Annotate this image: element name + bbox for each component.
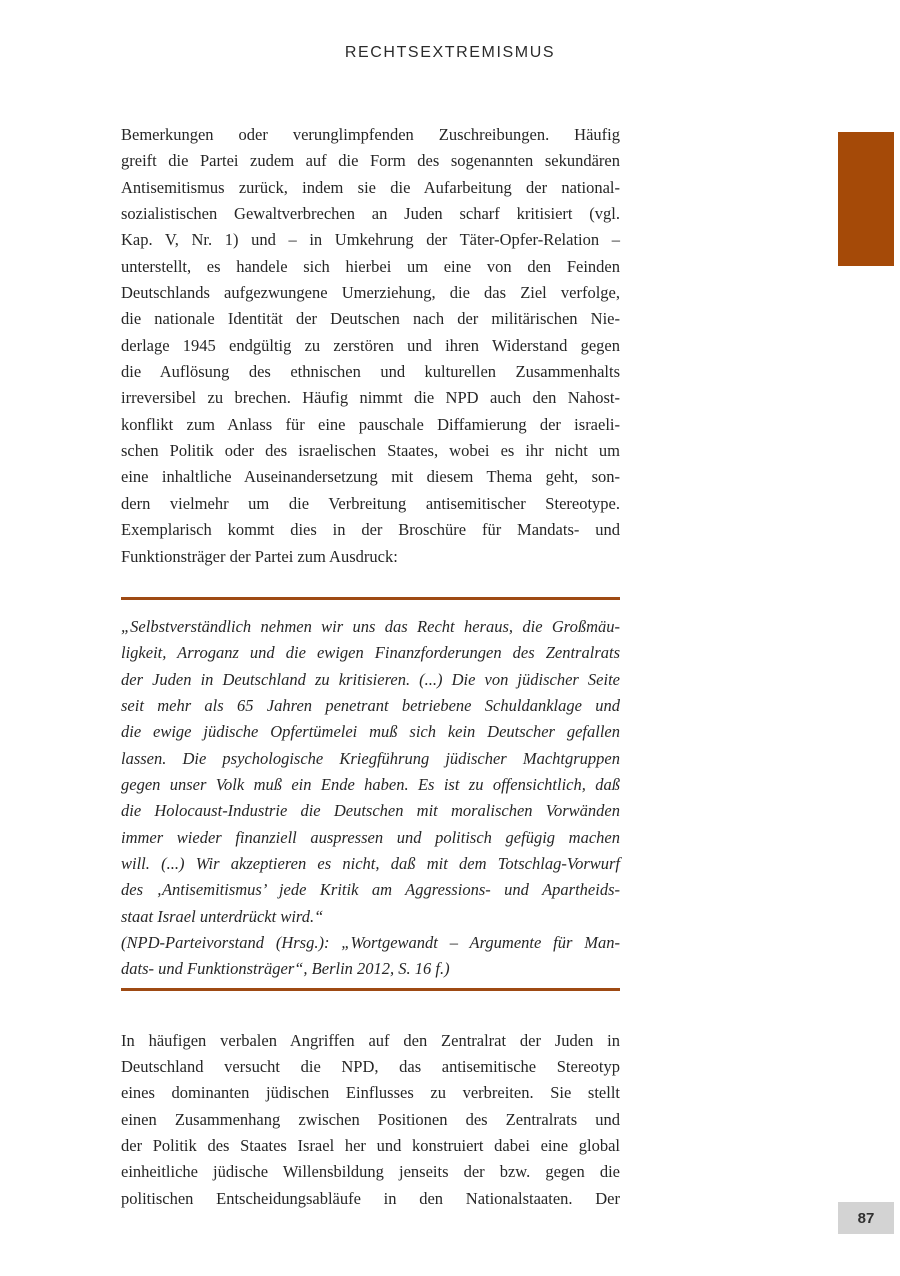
text-line: Kap. V, Nr. 1) und – in Umkehrung der Täter-Opfer-Relation –	[121, 230, 620, 250]
text-line: der Politik des Staates Israel her und konstruiert dabei eine global	[121, 1136, 620, 1156]
text-line: staat Israel unterdrückt wird.“	[121, 906, 324, 926]
quote-divider-top	[121, 597, 620, 600]
text-line: greift die Partei zudem auf die Form des sogenannten sekundären	[121, 151, 620, 171]
quote-lines	[121, 614, 620, 904]
citation-line: dats- und Funktionsträger“, Berlin 2012, S. 16 f.)	[121, 959, 450, 979]
page-number: 87	[857, 1209, 875, 1227]
text-line: einen Zusammenhang zwischen Positionen des Zentralrats und	[121, 1109, 620, 1129]
chapter-accent-tab	[838, 132, 894, 266]
text-line: will. (...) Wir akzeptieren es nicht, daß mit dem Totschlag-Vorwurf	[121, 853, 620, 873]
text-line: die nationale Identität der Deutschen nach der militärischen Nie-	[121, 309, 620, 329]
page-number-box	[838, 1202, 894, 1234]
text-line: Antisemitismus zurück, indem sie die Aufarbeitung der national-	[121, 177, 620, 197]
text-line: eine inhaltliche Auseinandersetzung mit diesem Thema geht, son-	[121, 467, 620, 487]
text-line: Exemplarisch kommt dies in der Broschüre für Mandats- und	[121, 520, 620, 540]
text-line: der Juden in Deutschland zu kritisieren. (...) Die von jüdischer Seite	[121, 669, 620, 689]
text-line: immer wieder finanziell auspressen und politisch gefügig machen	[121, 827, 620, 847]
text-line: Funktionsträger der Partei zum Ausdruck:	[121, 546, 398, 566]
text-line: ligkeit, Arroganz und die ewigen Finanzforderungen des Zentralrats	[121, 643, 620, 663]
text-line: In häufigen verbalen Angriffen auf den Zentralrat der Juden in	[121, 1030, 620, 1050]
text-line: politischen Entscheidungsabläufe in den Nationalstaaten. Der	[121, 1188, 620, 1208]
text-line: schen Politik oder des israelischen Staates, wobei es ihr nicht um	[121, 441, 620, 461]
text-line: lassen. Die psychologische Kriegführung jüdischer Machtgruppen	[121, 748, 620, 768]
text-line: seit mehr als 65 Jahren penetrant betriebene Schuldanklage und	[121, 695, 620, 715]
paragraph-secondary	[121, 1028, 620, 1212]
text-line: einheitliche jüdische Willensbildung jenseits der bzw. gegen die	[121, 1162, 620, 1182]
text-line: gegen unser Volk muß ein Ende haben. Es ist zu offensichtlich, daß	[121, 774, 620, 794]
paragraph-main-lines	[121, 122, 620, 544]
page-header-title: RECHTSEXTREMISMUS	[344, 44, 556, 61]
text-line: Deutschlands aufgezwungene Umerziehung, die das Ziel verfolge,	[121, 283, 620, 303]
text-line: Deutschland versucht die NPD, das antisemitische Stereotyp	[121, 1057, 620, 1076]
text-line: konflikt zum Anlass für eine pauschale Diffamierung der israeli-	[121, 414, 620, 434]
text-line: des ‚Antisemitismus’ jede Kritik am Aggressions- und Apartheids-	[121, 880, 620, 900]
paragraph-main	[121, 122, 620, 570]
text-line: unterstellt, es handele sich hierbei um eine von den Feinden	[121, 256, 620, 276]
text-line: derlage 1945 endgültig zu zerstören und ihren Widerstand gegen	[121, 335, 620, 355]
text-line: die Auflösung des ethnischen und kulturellen Zusammenhalts	[121, 362, 620, 382]
text-line: Bemerkungen oder verunglimpfenden Zuschreibungen. Häufig	[121, 125, 620, 144]
text-line: irreversibel zu brechen. Häufig nimmt die NPD auch den Nahost-	[121, 388, 620, 408]
text-line: die Holocaust-Industrie die Deutschen mit moralischen Vorwänden	[121, 801, 620, 821]
text-line: „Selbstverständlich nehmen wir uns das Recht heraus, die Großmäu-	[121, 616, 620, 636]
paragraph-secondary-lines	[121, 1028, 620, 1212]
block-quote	[121, 614, 620, 983]
text-line: dern vielmehr um die Verbreitung antisemitischer Stereotype.	[121, 493, 620, 513]
citation-line: (NPD-Parteivorstand (Hrsg.): „Wortgewandt – Argumente für Man-	[121, 932, 620, 952]
text-line: sozialistischen Gewaltverbrechen an Juden scharf kritisiert (vgl.	[121, 204, 620, 224]
text-line: die ewige jüdische Opfertümelei muß sich kein Deutscher gefallen	[121, 722, 620, 742]
page-content	[121, 122, 620, 1212]
text-line: eines dominanten jüdischen Einflusses zu verbreiten. Sie stellt	[121, 1083, 620, 1103]
quote-divider-bottom	[121, 988, 620, 991]
